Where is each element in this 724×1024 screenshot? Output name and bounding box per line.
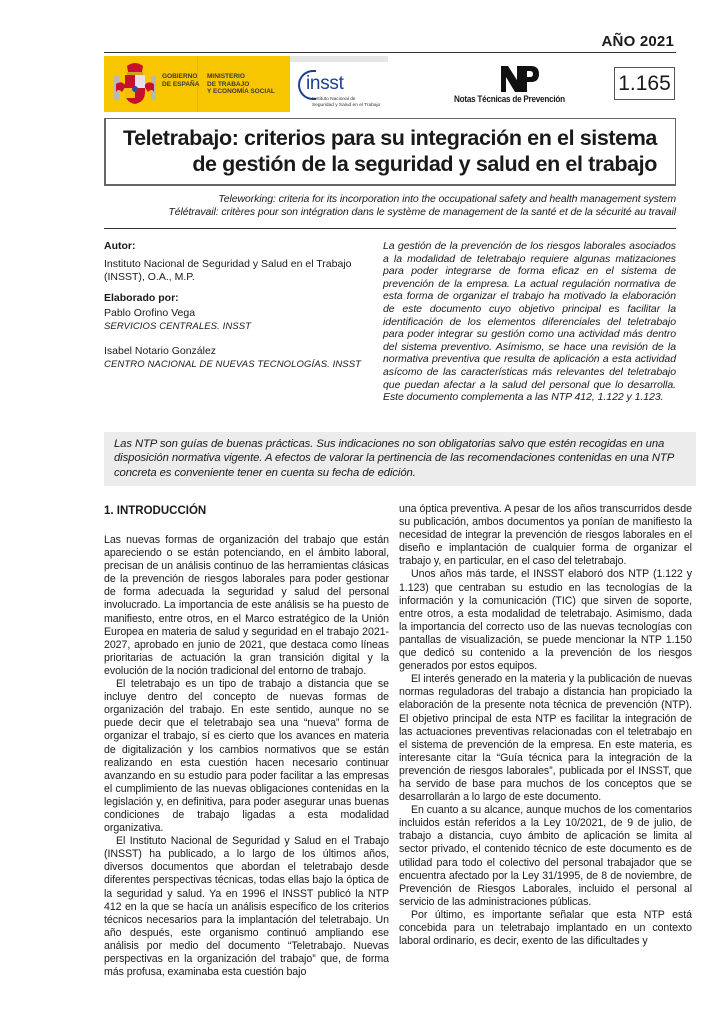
- publication-year: AÑO 2021: [601, 33, 674, 50]
- government-label: GOBIERNO DE ESPAÑA: [162, 73, 200, 88]
- notice-text: Las NTP son guías de buenas prácticas. Sus indicaciones no son obligatorias salvo que estén recogidas en una disposición normativa vigente. A efectos de valorar la pertinencia de las recomendaciones contenidas en una NTP concreta es conveniente tener en cuenta su fecha de edición.: [114, 438, 674, 479]
- author-label: Autor:: [104, 240, 136, 252]
- section-heading: 1. INTRODUCCIÓN: [104, 505, 207, 517]
- french-title: Télétravail: critères pour son intégration dans le système de management de la santé et de la sécurité au travail: [168, 206, 676, 218]
- ntp-series-label: Notas Técnicas de Prevención: [454, 94, 565, 105]
- document-title: Teletrabajo: criterios para su integración en el sistema de gestión de la seguridad y salud en el trabajo: [122, 126, 657, 176]
- prepared-by-label: Elaborado por:: [104, 292, 179, 304]
- logo-gray-strip: [290, 56, 388, 62]
- english-title: Teleworking: criteria for its incorporation into the occupational safety and health management system: [218, 193, 676, 205]
- paragraph: Por último, es importante señalar que esta NTP está concebida para un teletrabajo implantado en un contexto laboral ordinario, es decir, exento de las dificultades y: [399, 908, 692, 948]
- coat-of-arms-icon: [112, 62, 158, 106]
- ntp-logo-icon: [501, 66, 539, 92]
- author-name: Instituto Nacional de Seguridad y Salud en el Trabajo (INSST), O.A., M.P.: [104, 258, 352, 283]
- paragraph: El Instituto Nacional de Seguridad y Salud en el Trabajo (INSST) ha publicado, a lo largo de los últimos años, diversos documentos que abordan el teletrabajo desde diferentes perspectivas técnicas, todas ellas bajo la óptica de la seguridad y salud. Ya en 1996 el INSST publicó la NTP 412 en la que se hacía un análisis específico de los criterios técnicos necesarios para la implantación del teletrabajo. Un año después, este organismo continuó ampliando ese análisis por medio del documento “Teletrabajo. Nuevas perspectivas en la organización del trabajo” que, de forma más profusa, examinaba esta cuestión bajo: [104, 835, 389, 979]
- author-block: [104, 240, 374, 371]
- insst-subtitle: Instituto Nacional de Seguridad y Salud en el Trabajo: [312, 97, 381, 108]
- paragraph: En cuanto a su alcance, aunque muchos de los comentarios incluidos están referidos a la Ley 10/2021, de 9 de julio, de trabajo a distancia, cuyo ámbito de aplicación se limita al sector privado, el contenido técnico de este documento es de utilidad para todo el colectivo del personal trabajador que se encuentra afectado por la Ley 31/1995, de 8 de noviembre, de Prevención de Riesgos Laborales, incluido el personal al servicio de las administraciones públicas.: [399, 804, 692, 908]
- title-rule: [104, 228, 676, 229]
- paragraph: El teletrabajo es un tipo de trabajo a distancia que se incluye dentro del concepto de nuevas formas de organización del trabajo. En este sentido, aunque no se puede decir que el teletrabajo sea una “nueva” forma de organizar el trabajo, sí es cierto que los avances en materia de digitalización y los cambios normativos que se están realizando en esta cuestión hacen necesario continuar avanzando en su estudio para poder facilitar a las empresas el cumplimiento de las nuevas obligaciones contenidas en la legislación y, en definitiva, para poder asegurar unas buenas condiciones de trabajo ligadas a esta modalidad organizativa.: [104, 678, 389, 835]
- paragraph: Las nuevas formas de organización del trabajo que están apareciendo o se están potenciando, en el ámbito laboral, precisan de un análisis continuo de las herramientas clásicas de la prevención de riesgos laborales para poder gestionar de forma adecuada la seguridad y salud del personal involucrado. La importancia de este análisis se ha puesto de manifiesto, entre otros, en el Marco estratégico de la Unión Europea en materia de salud y seguridad en el trabajo 2021-2027, aprobado en junio de 2021, que destaca como líneas prioritarias de actuación la gran transición digital y la evolución de la noción tradicional del entorno de trabajo.: [104, 534, 389, 677]
- person-affiliation: CENTRO NACIONAL DE NUEVAS TECNOLOGÍAS. INSST: [104, 359, 362, 370]
- header-rule: [104, 52, 676, 53]
- title-box: [104, 118, 676, 186]
- ministry-label: MINISTERIO DE TRABAJO Y ECONOMÍA SOCIAL: [207, 73, 275, 95]
- insst-logo: insst: [306, 73, 344, 94]
- ntp-number: 1.165: [614, 67, 675, 100]
- body-column-right: [399, 503, 692, 948]
- paragraph: El interés generado en la materia y la publicación de nuevas normas reguladoras del trabajo a distancia han propiciado la elaboración de la presente nota técnica de prevención (NTP). El objetivo principal de esta NTP es facilitar la integración de las actuaciones preventivas relacionadas con el teletrabajo en el sistema de prevención de la empresa. En este materia, es interesante citar la “Guía técnica para la integración de la prevención de riesgos laborales”, publicada por el INSST, que ha servido de base para muchos de los conceptos que se desarrollarán a lo largo de este documento.: [399, 673, 692, 804]
- body-column-left: [104, 534, 389, 979]
- person-affiliation: SERVICIOS CENTRALES. INSST: [104, 321, 252, 332]
- paragraph: Unos años más tarde, el INSST elaboró dos NTP (1.122 y 1.123) que centraban su estudio en las tecnologías de la información y la comunicación (TIC) que sirven de soporte, entre otros, a esta modalidad de teletrabajo. Asimismo, dada la importancia del correcto uso de las nuevas tecnologías con pantallas de visualización, se puede mencionar la NTP 1.150 que dedicó su contenido a la prevención de los riesgos generados por estos equipos.: [399, 568, 692, 673]
- person-name: Pablo Orofino Vega: [104, 307, 196, 319]
- person-name: Isabel Notario González: [104, 345, 217, 357]
- paragraph: una óptica preventiva. A pesar de los años transcurridos desde su publicación, ambos documentos ya ponían de manifiesto la necesidad de integrar la prevención de riesgos laborales en el diseño e implantación de cualquier forma de organizar el trabajo y, en particular, en el caso del teletrabajo.: [399, 503, 692, 568]
- abstract: La gestión de la prevención de los riesgos laborales asociados a la modalidad de teletrabajo requiere algunas matizaciones para poder integrarse de forma eficaz en el sistema de prevención de la empresa. La actual regulación normativa de esta forma de organizar el trabajo ha motivado la elaboración de este documento cuyo objetivo principal es facilitar la identificación de los elementos diferenciales del teletrabajo para poder integrar su gestión como una actividad más dentro del sistema preventivo. Asímismo, se hace una revisión de la normativa preventiva que resulta de aplicación a esta actividad asícomo de las características más relevantes del teletrabajo que puedan afectar a la salud del personal que lo desarrolla. Este documento complementa a las NTP 412, 1.122 y 1.123.: [383, 240, 676, 404]
